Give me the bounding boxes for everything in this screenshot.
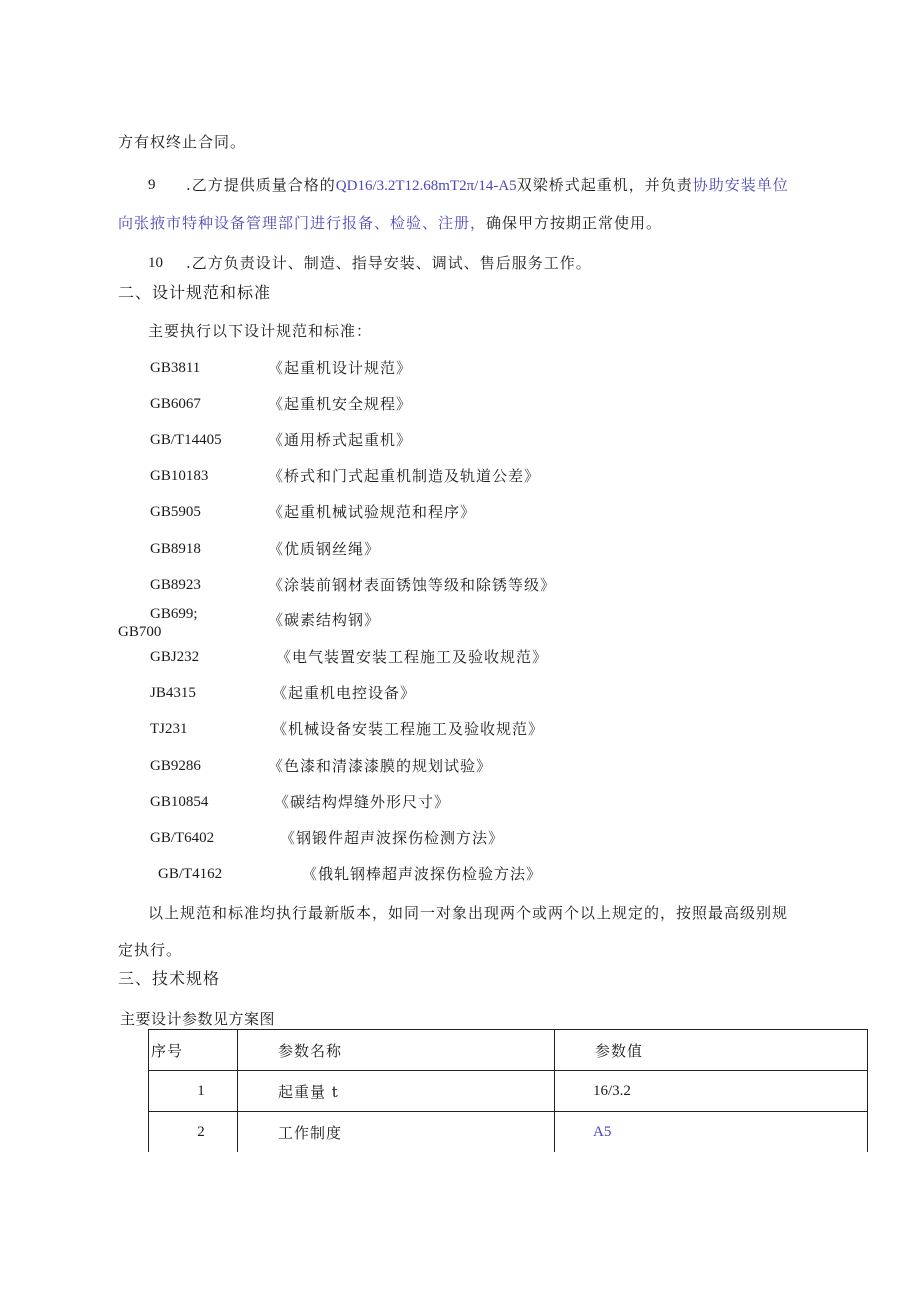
standard-code: JB4315 [150,685,196,701]
standard-code: GB8918 [150,541,201,557]
standard-title: 《涂装前钢材表面锈蚀等级和除锈等级》 [268,576,557,594]
standard-code: GB/T6402 [150,830,215,846]
standard-title: 《起重机设计规范》 [268,359,413,377]
header-index: 序号 [149,1030,238,1071]
table-caption: 主要设计参数见方案图 [120,1010,276,1028]
standard-title: 《俄轧钢棒超声波探伤检验方法》 [302,865,543,883]
standard-title: 《桥式和门式起重机制造及轨道公差》 [268,467,541,485]
item9-line2 [118,214,662,232]
parameters-table [148,1029,868,1152]
standard-title: 《起重机械试验规范和程序》 [268,503,477,521]
standard-title: 《优质钢丝绳》 [268,540,381,558]
standard-code: GB10854 [150,794,209,810]
table-header-row [149,1030,868,1071]
table-row [149,1112,868,1153]
standard-code: GB3811 [150,360,201,376]
cell-param-name: 起重量 t [238,1071,555,1112]
standard-code: GB/T4162 [158,866,223,882]
standard-code: TJ231 [150,721,188,737]
item9-text-e: 确保甲方按期正常使用。 [486,214,663,232]
item9-text-d: 向张掖市特种设备管理部门进行报备、检验、注册， [118,214,487,232]
standard-code: GB6067 [150,396,201,412]
header-param-name: 参数名称 [238,1030,555,1071]
item9-line1 [186,176,789,195]
standard-code: GB9286 [150,758,201,774]
standard-title: 《机械设备安装工程施工及验收规范》 [272,720,545,738]
standard-code: GB5905 [150,504,201,520]
item9-text-c: 协助安装单位 [692,176,789,194]
cell-param-value: A5 [555,1112,868,1153]
item9-text-a: .乙方提供质量合格的 [186,176,336,194]
standard-title: 《通用桥式起重机》 [268,431,413,449]
standard-code: GBJ232 [150,649,200,665]
section2-intro: 主要执行以下设计规范和标准： [148,322,373,340]
standard-code: GB8923 [150,577,201,593]
cell-index: 1 [149,1071,238,1112]
section2-note-line1: 以上规范和标准均执行最新版本，如同一对象出现两个或两个以上规定的，按照最高级别规 [148,904,789,922]
standard-title: 《钢锻件超声波探伤检测方法》 [280,829,505,847]
standard-code: GB10183 [150,468,209,484]
cell-param-name: 工作制度 [238,1112,555,1153]
standard-title: 《起重机电控设备》 [272,684,417,702]
section3-heading: 三、技术规格 [118,969,221,988]
header-param-value: 参数值 [555,1030,868,1071]
standard-title: 《碳素结构钢》 [268,611,381,629]
section2-note-line2: 定执行。 [118,941,183,959]
item9-number: 9 [148,177,156,193]
table-row [149,1071,868,1112]
item10-number: 10 [148,255,163,271]
section2-heading: 二、设计规范和标准 [118,283,272,302]
standard-code-secondary: GB700 [118,624,162,640]
standard-code: GB/T14405 [150,432,222,448]
standard-title: 《色漆和清漆漆膜的规划试验》 [268,757,493,775]
standard-title: 《电气装置安装工程施工及验收规范》 [276,648,549,666]
cell-param-value: 16/3.2 [555,1071,868,1112]
item9-text-b: 双梁桥式起重机，并负责 [516,176,693,194]
standard-title: 《起重机安全规程》 [268,395,413,413]
item10-text: .乙方负责设计、制造、指导安装、调试、售后服务工作。 [186,254,592,272]
cell-index: 2 [149,1112,238,1153]
paragraph-end: 方有权终止合同。 [118,133,247,151]
standard-title: 《碳结构焊缝外形尺寸》 [274,793,451,811]
standard-code: GB699; [150,606,198,622]
item9-model: QD16/3.2T12.68mT2π/14-A5 [335,178,517,194]
